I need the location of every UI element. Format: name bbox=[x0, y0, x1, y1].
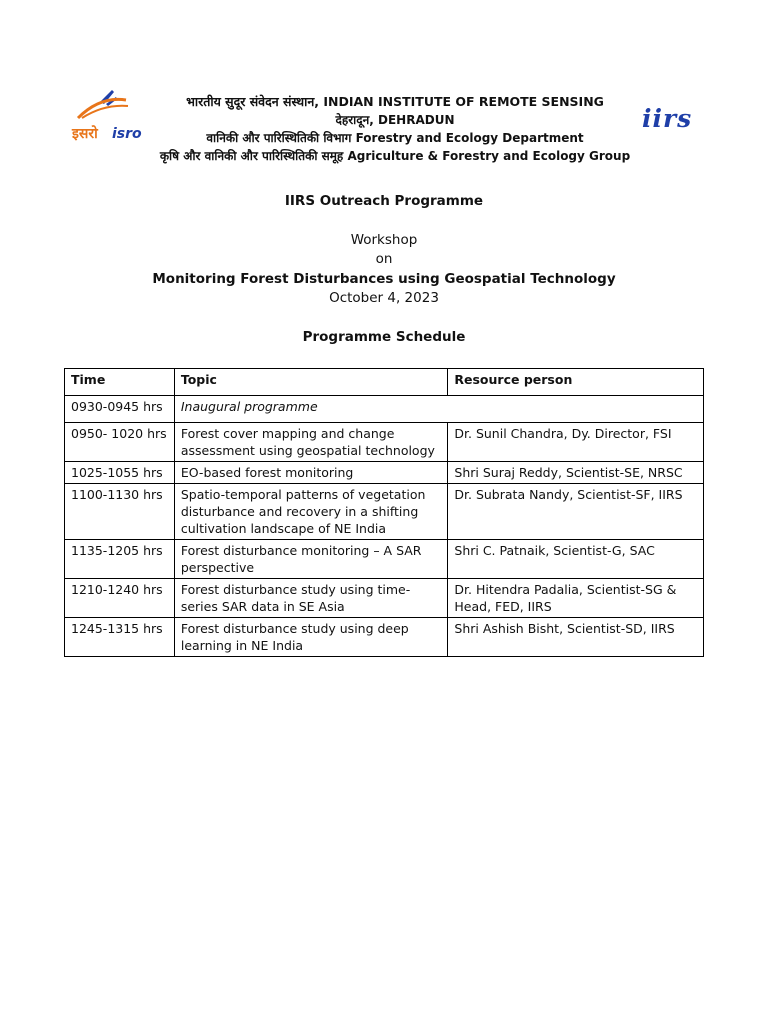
workshop-label: Workshop bbox=[350, 232, 418, 248]
cell-inaugural: Inaugural programme bbox=[174, 396, 703, 423]
schedule-heading: Programme Schedule bbox=[302, 329, 466, 345]
cell-time: 0930-0945 hrs bbox=[65, 396, 175, 423]
table-row bbox=[65, 462, 704, 484]
workshop-date: October 4, 2023 bbox=[329, 290, 439, 306]
iirs-logo: iirs bbox=[642, 104, 693, 133]
cell-time: 1025-1055 hrs bbox=[65, 462, 175, 484]
schedule-table bbox=[64, 368, 704, 657]
header-line-institute: भारतीय सुदूर संवेदन संस्थान, INDIAN INSTITUTE OF REMOTE SENSING bbox=[186, 94, 604, 109]
cell-person: Dr. Subrata Nandy, Scientist-SF, IIRS bbox=[448, 484, 704, 540]
table-header-row bbox=[65, 369, 704, 396]
table-row bbox=[65, 423, 704, 462]
workshop-title: Monitoring Forest Disturbances using Geospatial Technology bbox=[152, 271, 616, 287]
cell-topic: EO-based forest monitoring bbox=[174, 462, 448, 484]
isro-logo-text: इसरो bbox=[72, 126, 98, 142]
cell-time: 1135-1205 hrs bbox=[65, 540, 175, 579]
column-header-topic: Topic bbox=[174, 369, 448, 396]
cell-time: 0950- 1020 hrs bbox=[65, 423, 175, 462]
isro-logo bbox=[70, 88, 146, 142]
cell-person: Shri C. Patnaik, Scientist-G, SAC bbox=[448, 540, 704, 579]
header-line-department: वानिकी और पारिस्थितिकी विभाग Forestry and Ecology Department bbox=[206, 131, 584, 145]
cell-topic: Forest disturbance study using time-series SAR data in SE Asia bbox=[174, 579, 448, 618]
outreach-title: IIRS Outreach Programme bbox=[284, 193, 484, 209]
table-row bbox=[65, 484, 704, 540]
cell-time: 1100-1130 hrs bbox=[65, 484, 175, 540]
table-row bbox=[65, 579, 704, 618]
cell-topic: Forest disturbance study using deep learning in NE India bbox=[174, 618, 448, 657]
on-label: on bbox=[375, 251, 393, 267]
header-line-group: कृषि और वानिकी और पारिस्थितिकी समूह Agriculture & Forestry and Ecology Group bbox=[159, 149, 631, 163]
table-row-inaugural bbox=[65, 396, 704, 423]
cell-person: Dr. Hitendra Padalia, Scientist-SG & Head, FED, IIRS bbox=[448, 579, 704, 618]
column-header-time: Time bbox=[65, 369, 175, 396]
header-line-city: देहरादून, DEHRADUN bbox=[335, 113, 455, 127]
cell-time: 1245-1315 hrs bbox=[65, 618, 175, 657]
cell-person: Shri Suraj Reddy, Scientist-SE, NRSC bbox=[448, 462, 704, 484]
institute-header bbox=[150, 93, 640, 165]
table-row bbox=[65, 618, 704, 657]
cell-topic: Spatio-temporal patterns of vegetation disturbance and recovery in a shifting cultivation landscape of NE India bbox=[174, 484, 448, 540]
svg-text:isro: isro bbox=[112, 126, 142, 142]
column-header-resource-person: Resource person bbox=[448, 369, 704, 396]
cell-time: 1210-1240 hrs bbox=[65, 579, 175, 618]
table-row bbox=[65, 540, 704, 579]
cell-person: Dr. Sunil Chandra, Dy. Director, FSI bbox=[448, 423, 704, 462]
cell-topic: Forest cover mapping and change assessment using geospatial technology bbox=[174, 423, 448, 462]
cell-person: Shri Ashish Bisht, Scientist-SD, IIRS bbox=[448, 618, 704, 657]
cell-topic: Forest disturbance monitoring – A SAR perspective bbox=[174, 540, 448, 579]
